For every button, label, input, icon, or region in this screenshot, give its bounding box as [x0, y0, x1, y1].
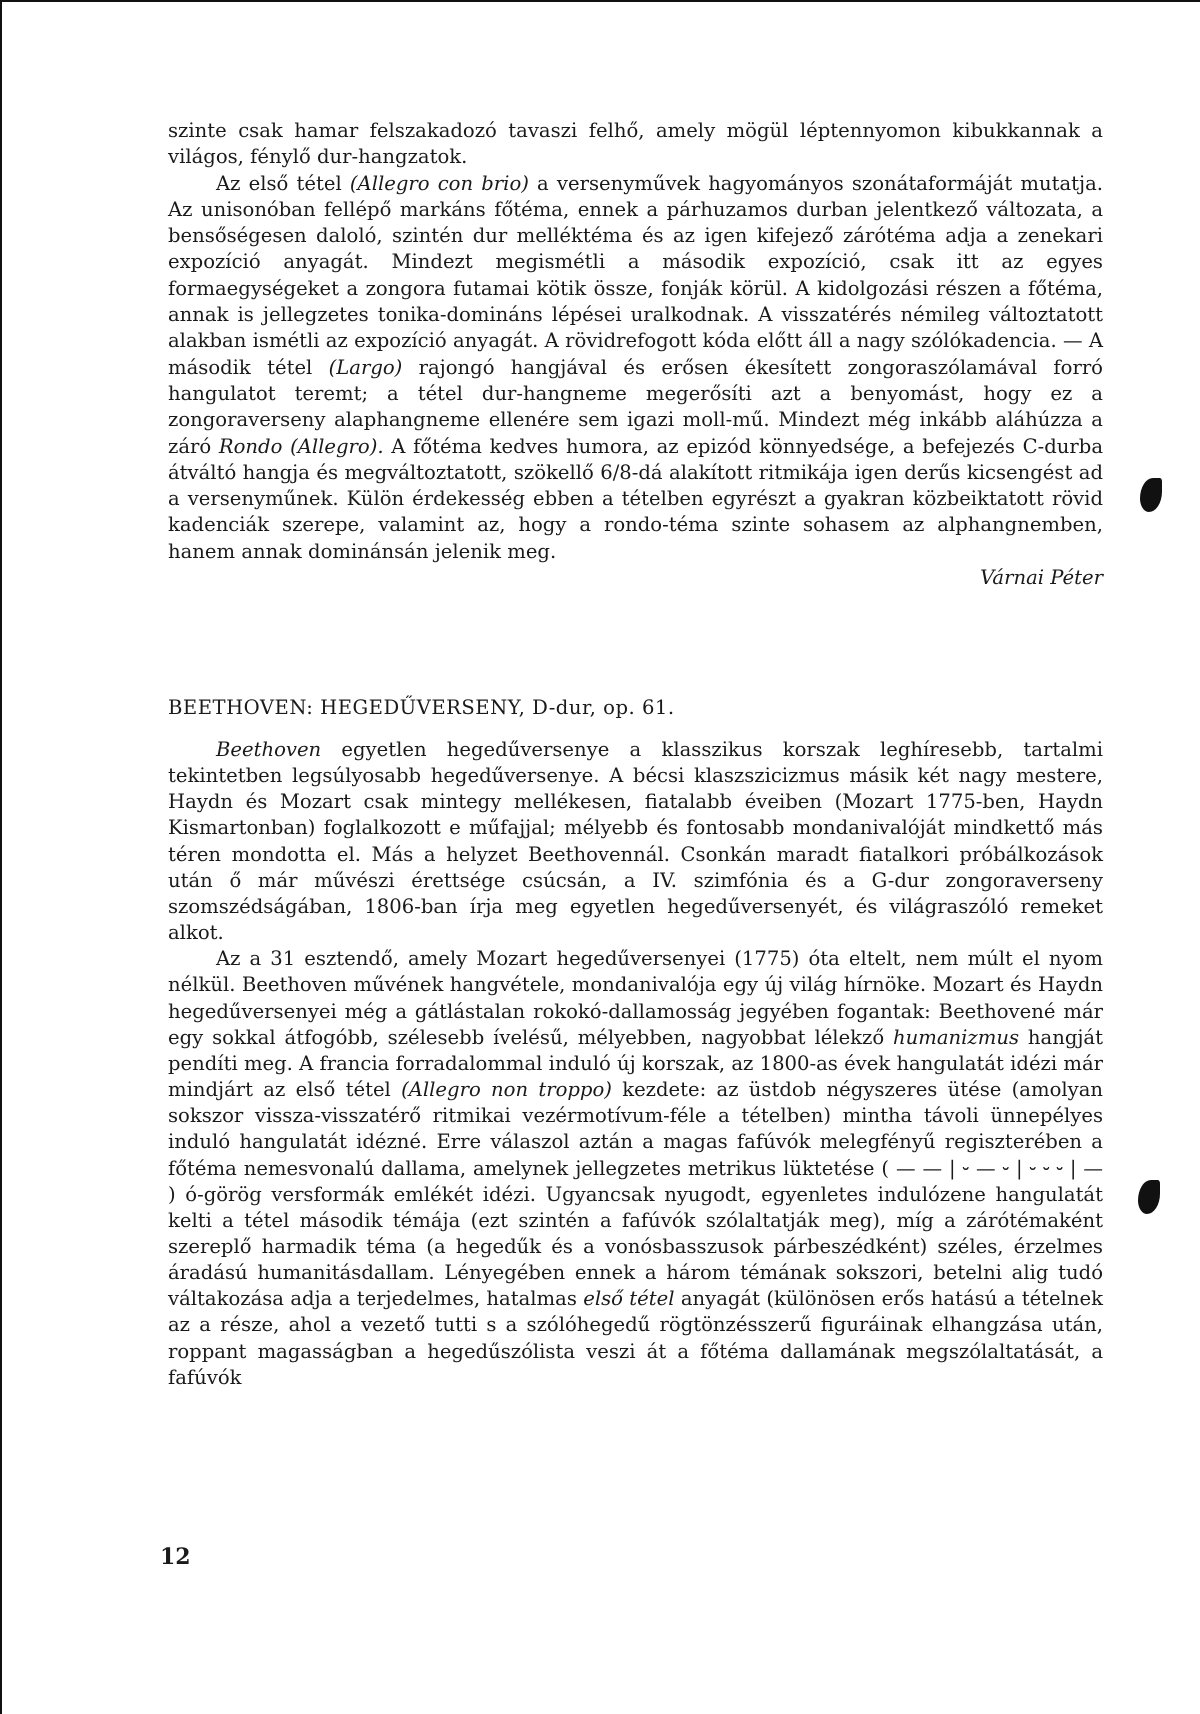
emphasis: első tétel: [583, 1287, 675, 1311]
text-run: hangját pendíti meg. A francia forradalommal induló új korszak, az 1800-as évek hangulatát idézi már mindjárt az első tétel: [168, 1025, 1103, 1102]
emphasis: humanizmus: [893, 1025, 1020, 1049]
text-run: Az a 31 esztendő, amely Mozart hegedűversenyei (1775) óta eltelt, nem múlt el nyom nélkül. Beethoven művének hangvétele, mondanivalója egy új világ hírnöke. Mozart és Haydn hegedűversenyei még a gátlástalan rokokó-dallamosság jegyében fogantak: Beethovené már egy sokkal átfogóbb, szélesebb ívelésű, mélyebben, nagyobbat lélekző: [168, 947, 1103, 1049]
text-run: rajongó hangjával és erősen ékesített zongoraszólamával forró hangulatot teremt; a tétel dur-hangneme megerősíti azt a benyomást, hogy ez a zongoraverseny alaphangneme ellenére sem igazi moll-mű. Mindezt még inkább aláhúzza a záró: [168, 355, 1103, 458]
text-run: kezdete: az üstdob négyszeres ütése (amolyan sokszor vissza-visszatérő ritmikai vezérmotívum-féle a tételben) mintha távoli ünnepélyes induló hangulatát idézné. Erre válaszol aztán a magas fafúvók melegfényű regiszterében a főtéma nemesvonalú dallama, amelynek jellegzetes metrikus lüktetése ( — — | ⏑ — ⏑ | ⏑ ⏑ ⏑ | — ) ó-görög versformák emlékét idézi. Ugyancsak nyugodt, egyenletes indulózene hangulatát kelti a tétel második témája (ezt szintén a fafúvók szólaltatják meg), míg a zárótémaként szereplő harmadik téma (a hegedűk és a vonósbasszusok párbeszédként) széles, érzelmes áradású humanitásdallam. Lényegében ennek a három témának sokszori, betelni alig tudó váltakozása adja a terjedelmes, hatalmas: [168, 1078, 1104, 1311]
text-run: Az első tétel: [216, 171, 350, 195]
paragraph-analysis: [168, 946, 1103, 1391]
text-run: anyagát (különösen erős hatású a tételnek az a része, ahol a vezető tutti s a szólóhegedű rögtönzésszerű figuráinak elhangzása után, roppant magasságban a hegedűszólista veszi át a főtéma dallamának megszólaltatását, a fafúvók: [168, 1287, 1103, 1389]
tempo-marking: (Allegro con brio): [349, 171, 529, 195]
tempo-marking: Rondo (Allegro).: [218, 434, 384, 458]
text-run: a versenyművek hagyományos szonátaformáját mutatja. Az unisonóban fellépő markáns főtéma, ennek a párhuzamos durban jelentkező változata, a bensőségesen daloló, szintén dur melléktéma és az igen kifejező zárótéma adja a zenekari expozíció anyagát. Mindezt megismétli a második expozíció, csak itt az egyes formaegységeket a zongora futamai kötik össze, fonják körül. A kidolgozási részen a főtéma, annak is jellegzetes tonika-domináns lépései uralkodnak. A visszatérés némileg változtatott alakban ismétli az expozíció anyagát. A rövidrefogott kóda előtt áll a nagy szólókadencia. — A második tétel: [168, 171, 1103, 379]
section-continuation: [168, 118, 1103, 591]
paragraph-intro: [168, 737, 1103, 946]
section-heading: BEETHOVEN: HEGEDŰVERSENY, D-dur, op. 61.: [168, 696, 675, 719]
author-signature: Várnai Péter: [980, 566, 1103, 590]
composer-name: Beethoven: [216, 738, 322, 761]
tempo-marking: (Allegro non troppo): [401, 1078, 612, 1102]
text-run: egyetlen hegedűversenye a klasszikus korszak leghíresebb, tartalmi tekintetben legsúlyosabb hegedűversenye. A bécsi klaszszicizmus másik két nagy mestere, Haydn és Mozart csak mintegy mellékesen, fiatalabb éveiben (Mozart 1775-ben, Haydn Kismartonban) foglalkozott e műfajjal; mélyebb és fontosabb mondanivalóját mindkettő más téren mondotta el. Más a helyzet Beethovennál. Csonkán maradt fiatalkori próbálkozások után ő már művészi érettsége csúcsán, a IV. szimfónia és a G-dur zongoraverseny szomszédságában, 1806-ban írja meg egyetlen hegedűversenyét, és világraszóló remeket alkot.: [168, 738, 1103, 945]
paragraph-text: szinte csak hamar felszakadozó tavaszi felhő, amely mögül léptennyomon kibukkannak a világos, fénylő dur-hangzatok.: [168, 119, 1103, 169]
page-number: 12: [160, 1544, 191, 1570]
text-run: A főtéma kedves humora, az epizód könnyedsége, a befejezés C-durba átváltó hangja és megváltoztatott, szökellő 6/8-dá alakított ritmikája igen derűs kicsengést ad a versenyműnek. Külön érdekesség ebben a tételben egyrészt a gyakran közbeiktatott rövid kadenciák szerepe, valamint az, hogy a rondo-téma szinte sohasem az alphangnemben, hanem annak dominánsán jelenik meg.: [168, 434, 1103, 563]
paragraph-continuation: [168, 118, 1103, 171]
section-violin-concerto: [168, 737, 1103, 1391]
paragraph-movements: [168, 171, 1103, 592]
tempo-marking: (Largo): [328, 355, 403, 379]
